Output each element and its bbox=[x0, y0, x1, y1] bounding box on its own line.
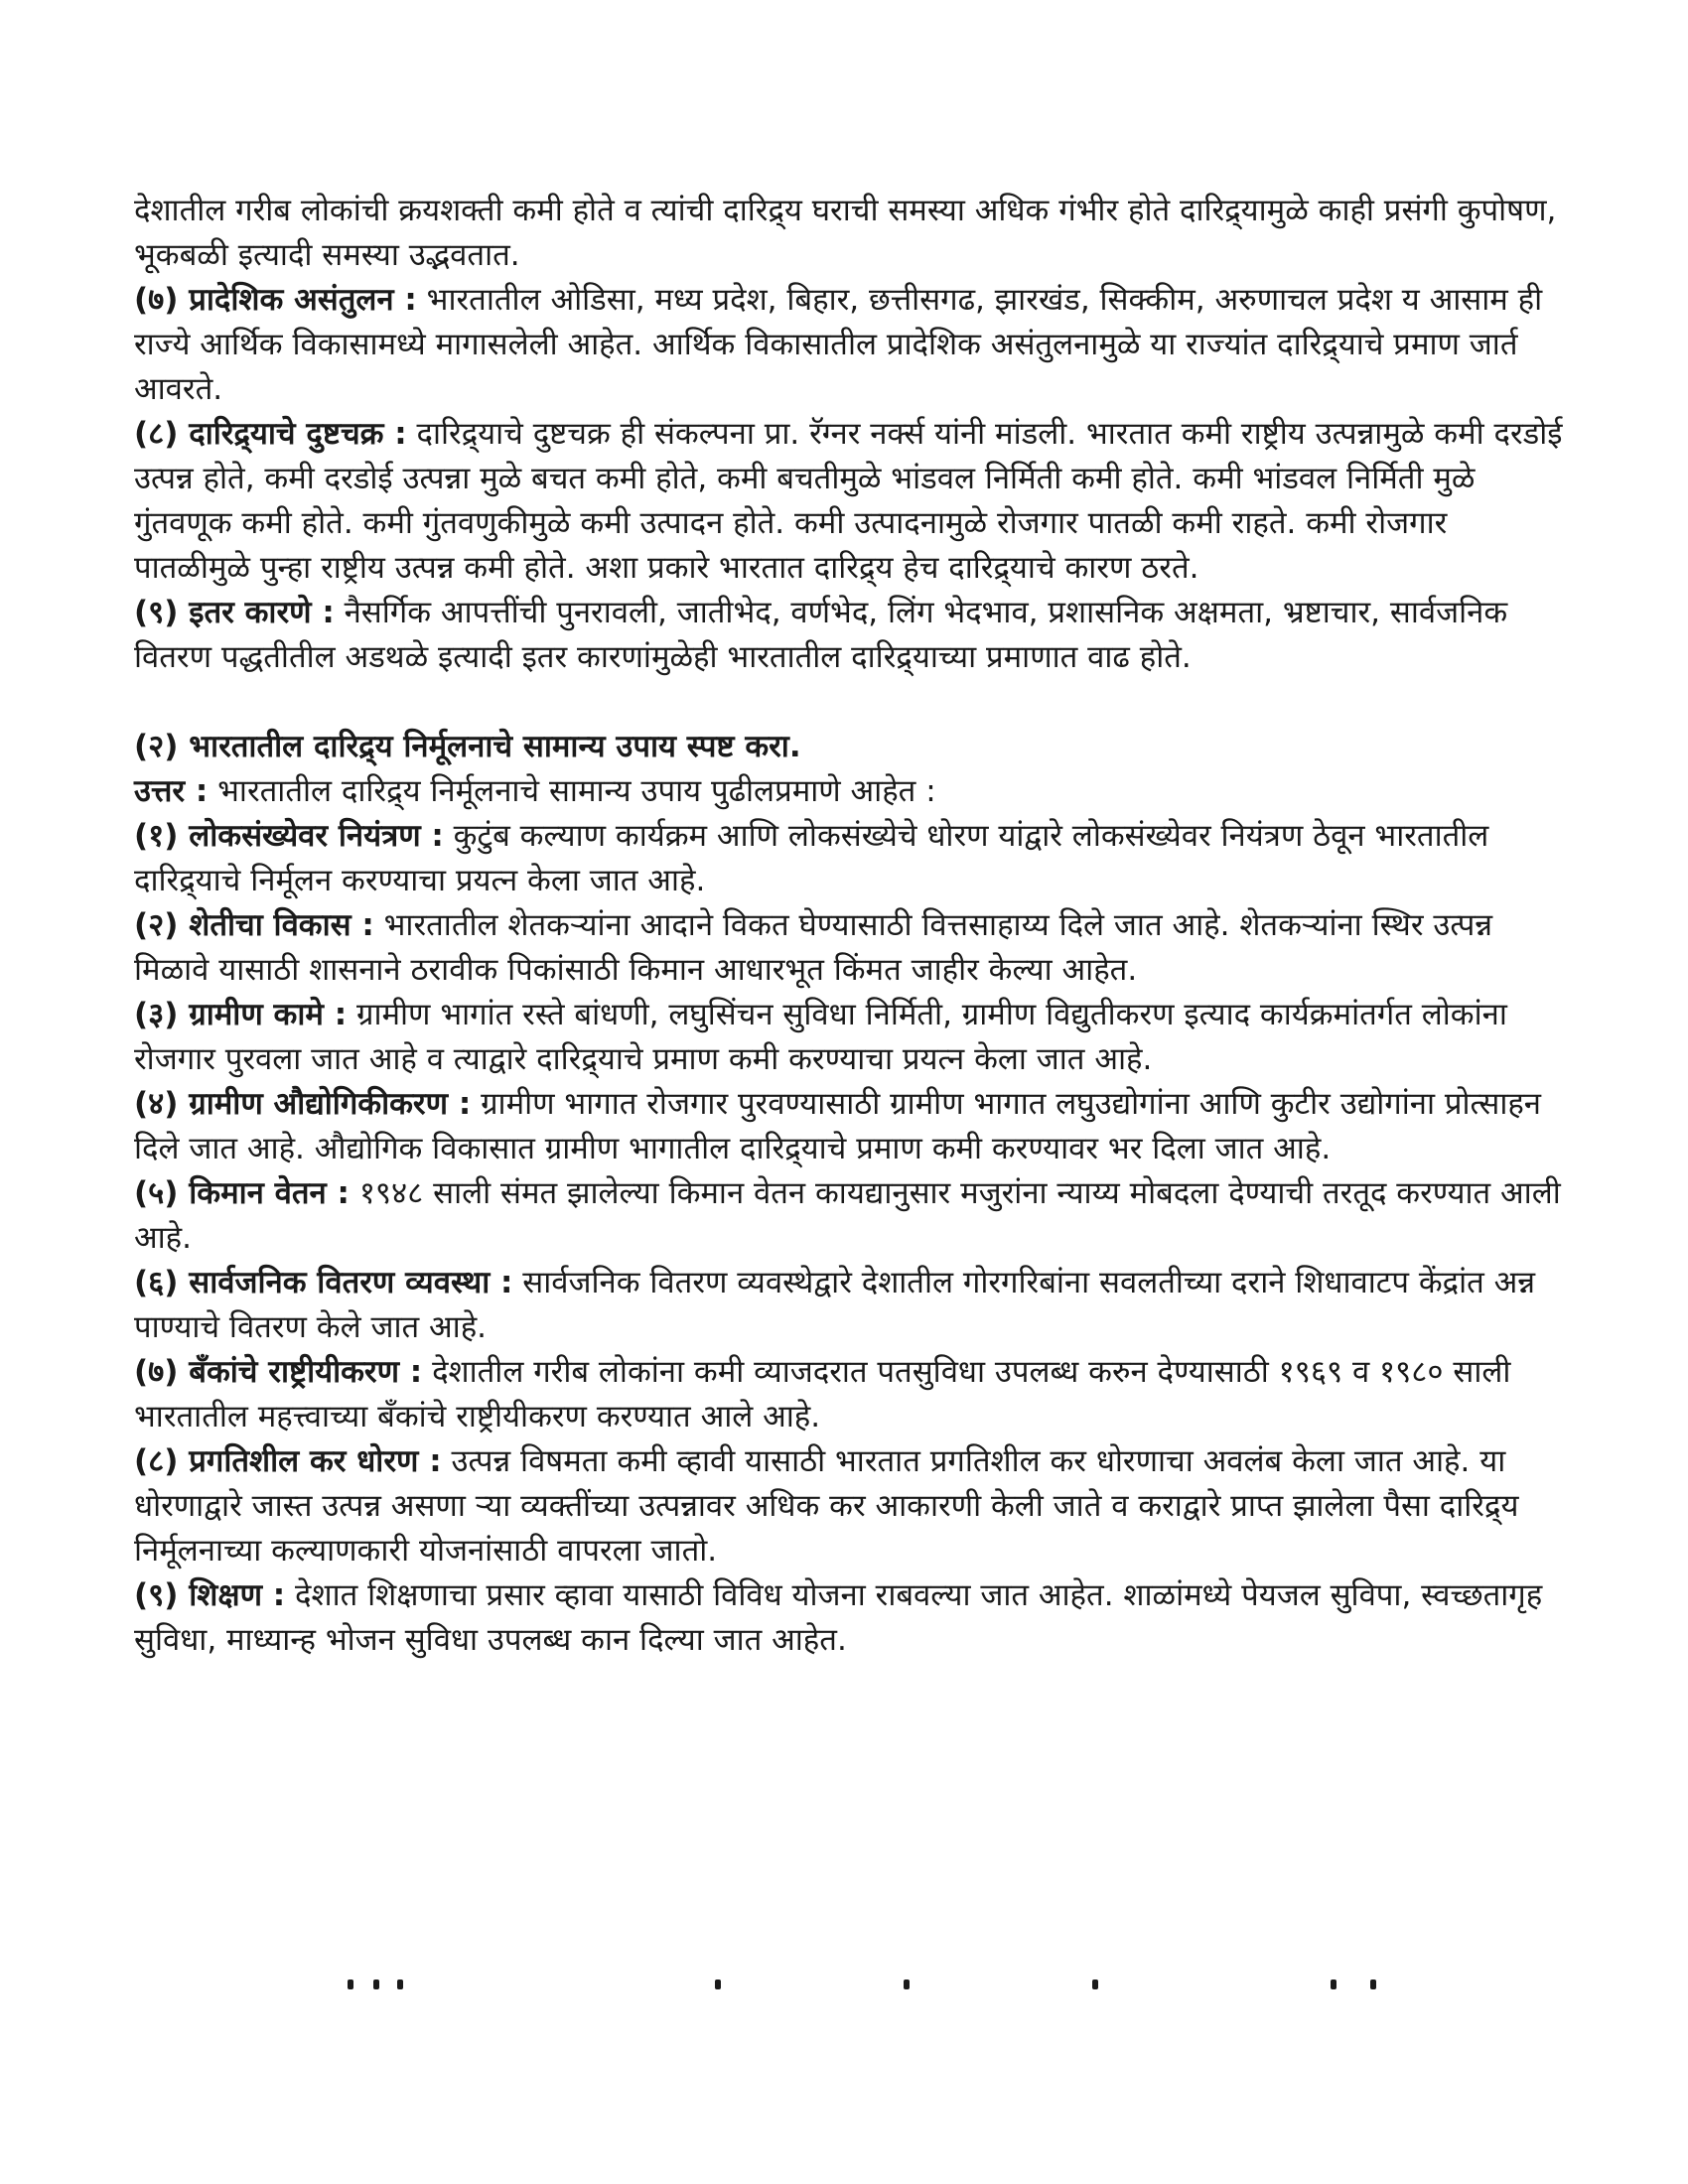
cause-text: दारिद्र्याचे दुष्टचक्र ही संकल्पना प्रा. रॅग्नर नर्क्स यांनी मांडली. भारतात कमी राष्ट्रीय उत्पन्नामुळे कमी दरडोई उत्पन्न होते, कमी दरडोई उत्पन्ना मुळे बचत कमी होते, कमी बचतीमुळे भांडवल निर्मिती कमी होते. कमी भांडवल निर्मिती मुळे गुंतवणूक कमी होते. कमी गुंतवणुकीमुळे कमी उत्पादन होते. कमी उत्पादनामुळे रोजगार पातळी कमी राहते. कमी रोजगार पातळीमुळे पुन्हा राष्ट्रीय उत्पन्न कमी होते. अशा प्रकारे भारतात दारिद्र्य हेच दारिद्र्याचे कारण ठरते. bbox=[134, 416, 1563, 586]
measure-text: उत्पन्न विषमता कमी व्हावी यासाठी भारतात प्रगतिशील कर धोरणाचा अवलंब केला जात आहे. या धोरणाद्वारे जास्त उत्पन्न असणा ऱ्या व्यक्तींच्या उत्पन्नावर अधिक कर आकारणी केली जाते व कराद्वारे प्राप्त झालेला पैसा दारिद्र्य निर्मूलनाच्या कल्याणकारी योजनांसाठी वापरला जातो. bbox=[134, 1443, 1519, 1569]
measure-text: सार्वजनिक वितरण व्यवस्थेद्वारे देशातील गोरगरिबांना सवलतीच्या दराने शिधावाटप केंद्रांत अन्न पाण्याचे वितरण केले जात आहे. bbox=[134, 1265, 1536, 1345]
measure-label: (९) शिक्षण : bbox=[134, 1577, 286, 1613]
cause-label: (९) इतर कारणे : bbox=[134, 595, 335, 630]
measure-text: १९४८ साली संमत झालेल्या किमान वेतन कायद्यानुसार मजुरांना न्याय्य मोबदला देण्याची तरतूद करण्यात आली आहे. bbox=[134, 1175, 1561, 1256]
measure-text: देशातील गरीब लोकांना कमी व्याजदरात पतसुविधा उपलब्ध करुन देण्यासाठी १९६९ व १९८० साली भारतातील महत्त्वाच्या बँकांचे राष्ट्रीयीकरण करण्यात आले आहे. bbox=[134, 1354, 1511, 1434]
cause-label: (८) दारिद्र्याचे दुष्टचक्र : bbox=[134, 416, 407, 452]
measure-label: (४) ग्रामीण औद्योगिकीकरण : bbox=[134, 1086, 472, 1122]
measure-label: (८) प्रगतिशील कर धोरण : bbox=[134, 1443, 442, 1479]
measure-label: (३) ग्रामीण कामे : bbox=[134, 997, 348, 1032]
answer-label: उत्तर : bbox=[134, 773, 209, 809]
answer-intro-text: भारतातील दारिद्र्य निर्मूलनाचे सामान्य उपाय पुढीलप्रमाणे आहेत : bbox=[217, 773, 936, 809]
cause-text: नैसर्गिक आपत्तींची पुनरावली, जातीभेद, वर्णभेद, लिंग भेदभाव, प्रशासनिक अक्षमता, भ्रष्टाचार, सार्वजनिक वितरण पद्धतीतील अडथळे इत्यादी इतर कारणांमुळेही भारतातील दारिद्र्याच्या प्रमाणात वाढ होते. bbox=[134, 595, 1508, 675]
measure-label: (६) सार्वजनिक वितरण व्यवस्था : bbox=[134, 1265, 513, 1300]
measure-item-4 bbox=[134, 1082, 1564, 1171]
answer-intro bbox=[134, 769, 1564, 814]
measure-label: (७) बँकांचे राष्ट्रीयीकरण : bbox=[134, 1354, 423, 1390]
cause-item-7 bbox=[134, 278, 1564, 412]
measure-text: ग्रामीण भागांत रस्ते बांधणी, लघुसिंचन सुविधा निर्मिती, ग्रामीण विद्युतीकरण इत्याद कार्यक्रमांतर्गत लोकांना रोजगार पुरवला जात आहे व त्याद्वारे दारिद्र्याचे प्रमाण कमी करण्याचा प्रयत्न केला जात आहे. bbox=[134, 997, 1507, 1077]
measure-label: (१) लोकसंख्येवर नियंत्रण : bbox=[134, 818, 444, 854]
measure-text: भारतातील शेतकऱ्यांना आदाने विकत घेण्यासाठी वित्तसाहाय्य दिले जात आहे. शेतकऱ्यांना स्थिर उत्पन्न मिळावे यासाठी शासनाने ठरावीक पिकांसाठी किमान आधारभूत किंमत जाहीर केल्या आहेत. bbox=[134, 907, 1493, 988]
measure-item-6 bbox=[134, 1261, 1564, 1350]
cut-off-text-line bbox=[338, 1976, 1390, 1989]
cause-item-8 bbox=[134, 412, 1564, 591]
measure-item-2 bbox=[134, 903, 1564, 993]
measure-text: कुटुंब कल्याण कार्यक्रम आणि लोकसंख्येचे धोरण यांद्वारे लोकसंख्येवर नियंत्रण ठेवून भारतातील दारिद्र्याचे निर्मूलन करण्याचा प्रयत्न केला जात आहे. bbox=[134, 818, 1489, 898]
cause-label: (७) प्रादेशिक असंतुलन : bbox=[134, 282, 417, 318]
question-heading: (२) भारतातील दारिद्र्य निर्मूलनाचे सामान्य उपाय स्पष्ट करा. bbox=[134, 729, 801, 764]
measure-text: ग्रामीण भागात रोजगार पुरवण्यासाठी ग्रामीण भागात लघुउद्योगांना आणि कुटीर उद्योगांना प्रोत्साहन दिले जात आहे. औद्योगिक विकासात ग्रामीण भागातील दारिद्र्याचे प्रमाण कमी करण्यावर भर दिला जात आहे. bbox=[134, 1086, 1542, 1166]
measure-item-7 bbox=[134, 1350, 1564, 1439]
measure-text: देशात शिक्षणाचा प्रसार व्हावा यासाठी विविध योजना राबवल्या जात आहेत. शाळांमध्ये पेयजल सुविपा, स्वच्छतागृह सुविधा, माध्यान्ह भोजन सुविधा उपलब्ध कान दिल्या जात आहेत. bbox=[134, 1577, 1543, 1658]
measure-label: (२) शेतीचा विकास : bbox=[134, 907, 374, 943]
measure-item-3 bbox=[134, 993, 1564, 1082]
cause-text: भारतातील ओडिसा, मध्य प्रदेश, बिहार, छत्तीसगढ, झारखंड, सिक्कीम, अरुणाचल प्रदेश य आसाम ही राज्ये आर्थिक विकासामध्ये मागासलेली आहेत. आर्थिक विकासातील प्रादेशिक असंतुलनामुळे या राज्यांत दारिद्र्याचे प्रमाण जार्त आवरते. bbox=[134, 282, 1543, 407]
measure-item-5 bbox=[134, 1171, 1564, 1261]
document-page bbox=[134, 189, 1564, 1663]
cause-item-9 bbox=[134, 591, 1564, 680]
measure-item-8 bbox=[134, 1439, 1564, 1573]
measure-label: (५) किमान वेतन : bbox=[134, 1175, 350, 1211]
measure-item-1 bbox=[134, 814, 1564, 903]
measure-item-9 bbox=[134, 1573, 1564, 1663]
continuation-paragraph: देशातील गरीब लोकांची क्रयशक्ती कमी होते व त्यांची दारिद्र्य घराची समस्या अधिक गंभीर होते दारिद्र्यामुळे काही प्रसंगी कुपोषण, भूकबळी इत्यादी समस्या उद्भवतात. bbox=[134, 193, 1557, 273]
